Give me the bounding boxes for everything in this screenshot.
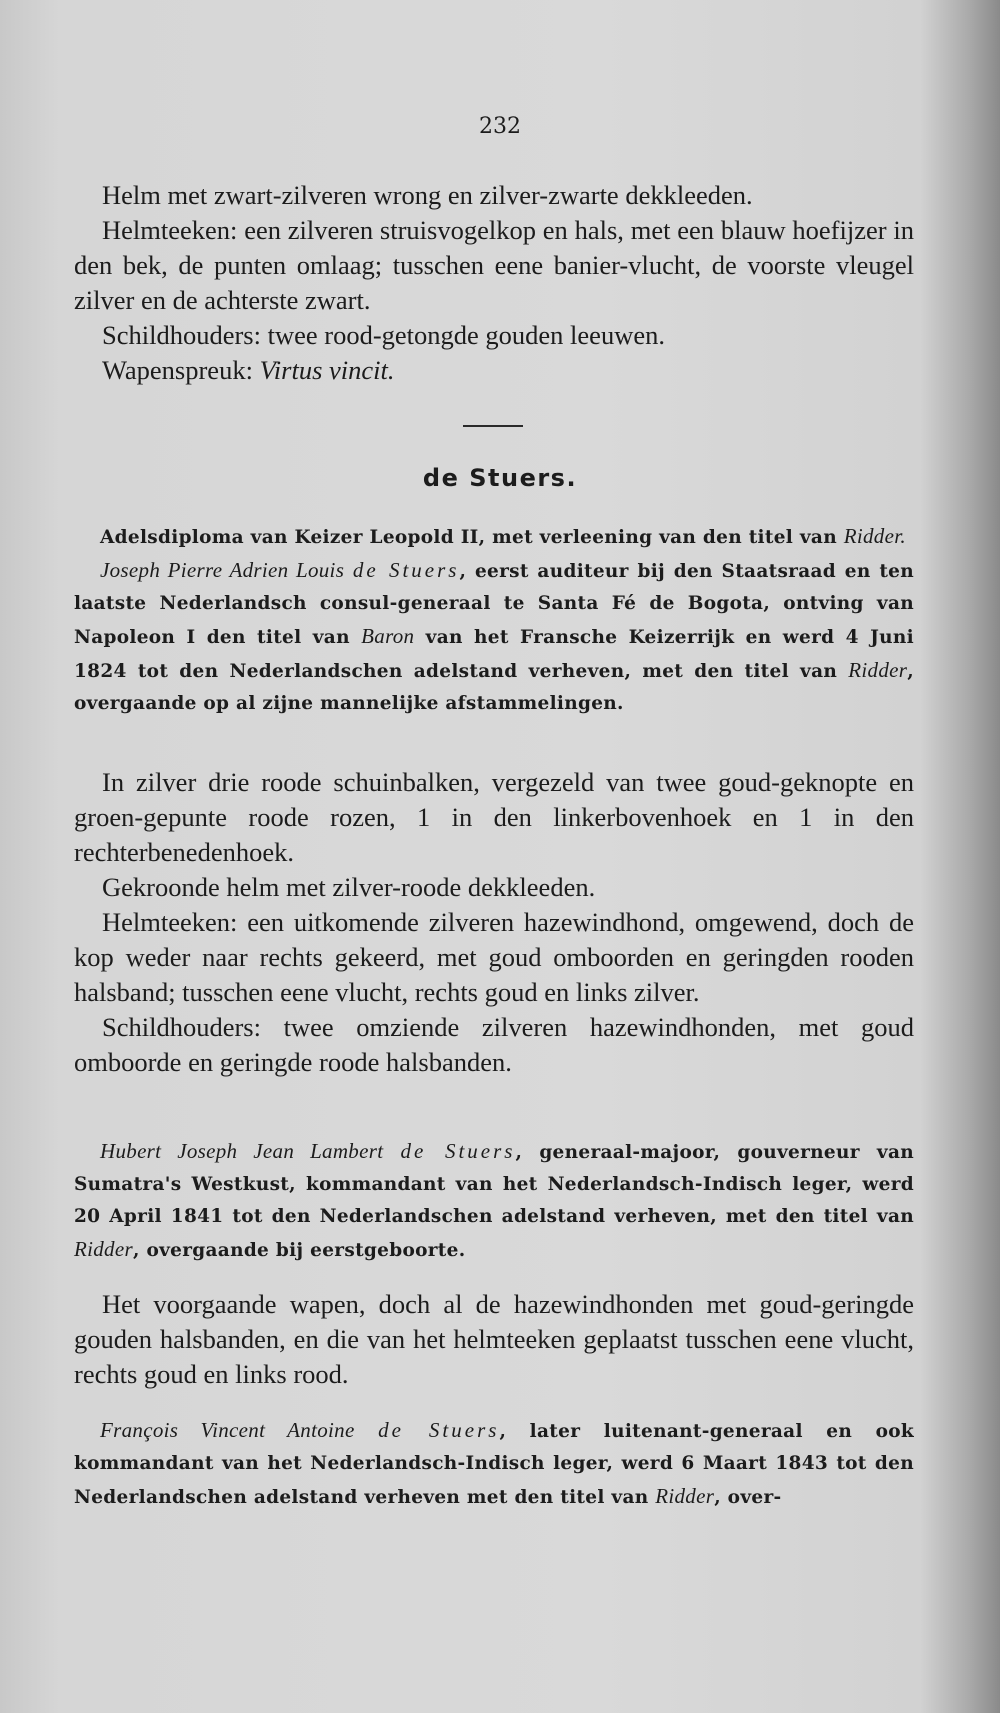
entry-text: , over- (714, 1487, 782, 1508)
title-word: Ridder (655, 1484, 715, 1508)
text-line: In zilver drie roode schuinbalken, vergezeld van twee goud-geknopte en groen-gepunte roode rozen, 1 in den linkerbovenhoek en 1 in den rechterbenedenhoek. (74, 767, 914, 867)
arms-description-3 (74, 1287, 914, 1392)
arms-description-1 (74, 178, 914, 388)
intro-text: Adelsdiploma van Keizer Leopold II, met verleening van den titel van (100, 527, 837, 548)
text-line: Het voorgaande wapen, doch al de hazewindhonden met goud-geringde gouden halsbanden, en die van het helmteeken geplaatst tusschen eene vlucht, rechts goud en links rood. (74, 1289, 914, 1389)
person-surname: de Stuers (352, 558, 460, 582)
text-line: Helmteeken: een zilveren struisvogelkop en hals, met een blauw hoefijzer in den bek, de punten omlaag; tusschen eene banier-vlucht, de voorste vleugel zilver en de achterste zwart. (74, 215, 914, 315)
entry-text: , overgaande op al zijne mannelijke afstammelingen. (74, 661, 914, 714)
motto-text: Virtus vincit. (259, 355, 395, 385)
person-name: Joseph Pierre Adrien Louis (100, 558, 345, 582)
entry-text: , eerst auditeur bij den Staatsraad en ten laatste Nederlandsch consul-generaal te Santa Fé de Bogota, ontving van Napoleon I den titel van (74, 561, 914, 648)
person-name: Hubert Joseph Jean Lambert (100, 1139, 384, 1163)
entry-text: van het Fransche Keizerrijk en werd 4 Juni 1824 tot den Nederlandschen adelstand verheven, met den titel van (74, 627, 914, 682)
person-surname: de Stuers (378, 1418, 500, 1442)
diploma-intro (74, 520, 914, 554)
person-entry-1 (74, 554, 914, 720)
entry-text: , later luitenant-generaal en ook kommandant van het Nederlandsch-Indisch leger, werd 6 Maart 1843 tot den Nederlandschen adelstand verheven met den titel van (74, 1421, 914, 1508)
arms-description-2 (74, 765, 914, 1080)
entry-text: , generaal-majoor, gouverneur van Sumatra's Westkust, kommandant van het Nederlandsch-Indisch leger, werd 20 April 1841 tot den Nederlandschen adelstand verheven, met den titel van (74, 1142, 915, 1227)
person-entry-3-block (74, 1414, 914, 1514)
person-entry-3 (74, 1414, 914, 1514)
person-surname: de Stuers (400, 1139, 516, 1163)
person-entry-2 (74, 1135, 914, 1267)
page-number: 232 (479, 114, 521, 139)
person-name: François Vincent Antoine (100, 1418, 355, 1442)
person-entry-2-block (74, 1135, 914, 1267)
motto-line (74, 353, 914, 388)
family-entries (74, 520, 914, 720)
text-line: Helmteeken: een uitkomende zilveren hazewindhond, omgewend, doch de kop weder naar rechts gekeerd, met goud omboorden en geringden rooden halsband; tusschen eene vlucht, rechts goud en links zilver. (74, 907, 914, 1007)
motto-label: Wapenspreuk: (102, 355, 253, 385)
title-word: Baron (361, 624, 415, 648)
text-line: Schildhouders: twee omziende zilveren hazewindhonden, met goud omboorde en geringde roode halsbanden. (74, 1012, 914, 1077)
text-line: Schildhouders: twee rood-getongde gouden leeuwen. (102, 320, 665, 350)
title-word: Ridder (74, 1237, 133, 1261)
family-heading: de Stuers. (422, 464, 578, 492)
text-line: Gekroonde helm met zilver-roode dekkleeden. (102, 872, 596, 902)
title-word: Ridder (848, 658, 908, 682)
text-line: Helm met zwart-zilveren wrong en zilver-zwarte dekkleeden. (102, 180, 753, 210)
section-divider (463, 425, 523, 427)
intro-title: Ridder. (843, 524, 906, 548)
entry-text: , overgaande bij eerstgeboorte. (132, 1240, 466, 1261)
